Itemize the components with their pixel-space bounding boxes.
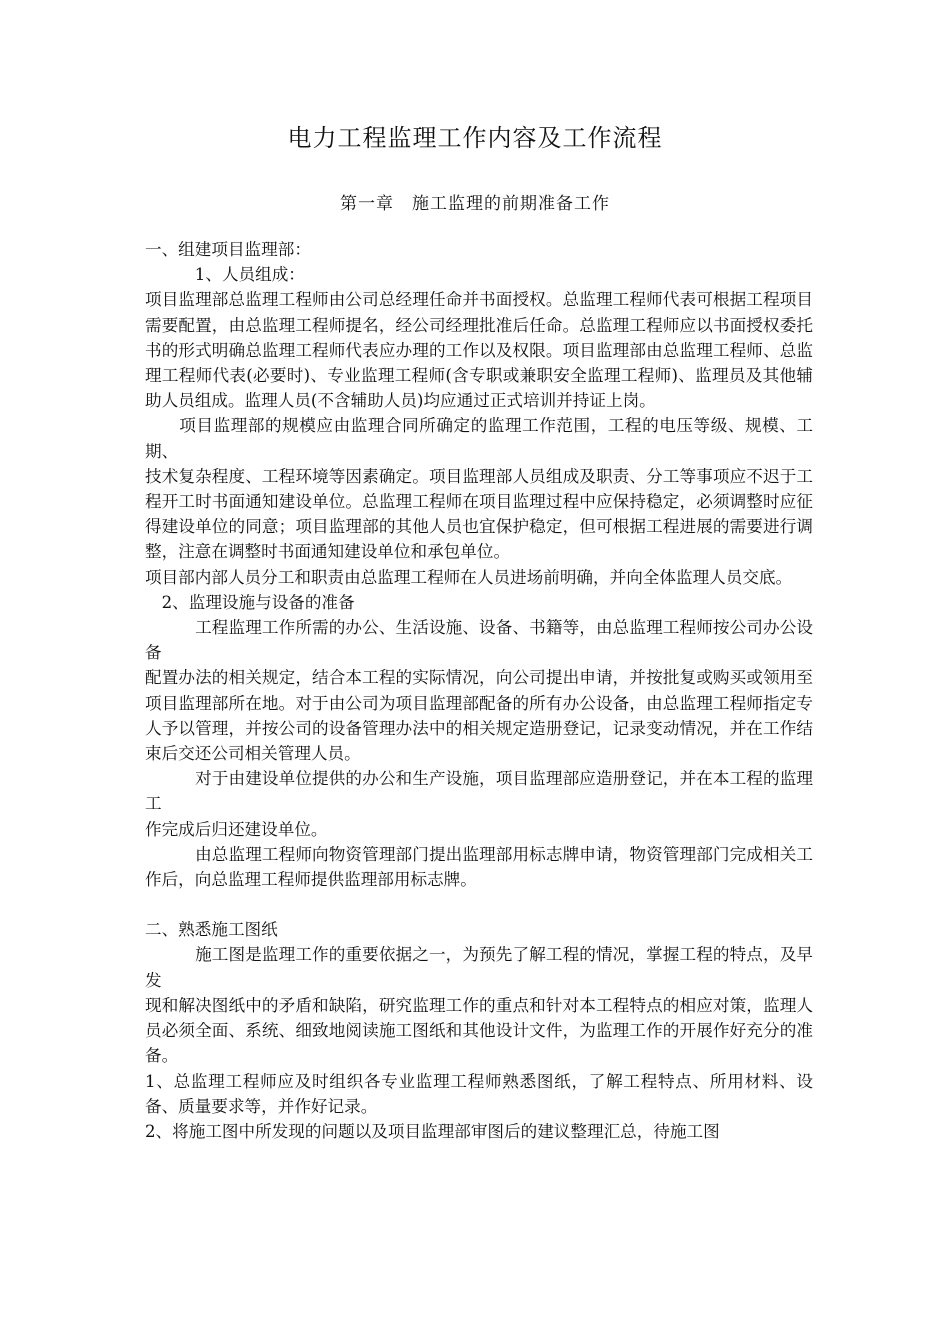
paragraph: 由总监理工程师向物资管理部门提出监理部用标志牌申请，物资管理部门完成相关工作后，向总监理工程师提供监理部用标志牌。 bbox=[145, 844, 813, 890]
paragraph: 作完成后归还建设单位。 bbox=[145, 819, 328, 839]
blank-line bbox=[145, 892, 813, 917]
document-title: 电力工程监理工作内容及工作流程 bbox=[287, 124, 663, 152]
subsection-heading: 1、人员组成： bbox=[145, 265, 305, 285]
list-item: 2、将施工图中所发现的问题以及项目监理部审图后的建议整理汇总，待施工图 bbox=[145, 1121, 720, 1141]
list-item: 1、总监理工程师应及时组织各专业监理工程师熟悉图纸，了解工程特点、所用材料、设备、质量要求等，并作好记录。 bbox=[145, 1071, 813, 1116]
paragraph: 现和解决图纸中的矛盾和缺陷，研究监理工作的重点和针对本工程特点的相应对策，监理人员必须全面、系统、细致地阅读施工图纸和其他设计文件，为监理工作的开展作好充分的准备。 bbox=[145, 995, 813, 1066]
document-body bbox=[145, 237, 813, 1144]
subsection-heading: 2、监理设施与设备的准备 bbox=[145, 592, 355, 612]
paragraph: 工程监理工作所需的办公、生活设施、设备、书籍等，由总监理工程师按公司办公设备 bbox=[145, 618, 813, 663]
paragraph: 项目部内部人员分工和职责由总监理工程师在人员进场前明确，并向全体监理人员交底。 bbox=[145, 567, 793, 587]
section-heading: 一、组建项目监理部： bbox=[145, 240, 311, 259]
section-heading: 二、熟悉施工图纸 bbox=[145, 920, 278, 940]
paragraph: 施工图是监理工作的重要依据之一，为预先了解工程的情况，掌握工程的特点，及早发 bbox=[145, 945, 813, 990]
paragraph: 对于由建设单位提供的办公和生产设施，项目监理部应造册登记，并在本工程的监理工 bbox=[145, 769, 813, 814]
paragraph: 项目监理部总监理工程师由公司总经理任命并书面授权。总监理工程师代表可根据工程项目需要配置，由总监理工程师提名，经公司经理批准后任命。总监理工程师应以书面授权委托书的形式明确总监理工程师代表应办理的工作以及权限。项目监理部由总监理工程师、总监理工程师代表(必要时)、专业监理工程师(含专职或兼职安全监理工程师)、监理员及其他辅助人员组成。监理人员(不含辅助人员)均应通过正式培训并持证上岗。 bbox=[145, 290, 813, 411]
chapter-heading: 第一章 施工监理的前期准备工作 bbox=[340, 194, 610, 214]
paragraph: 项目监理部的规模应由监理合同所确定的监理工作范围，工程的电压等级、规模、工期、 bbox=[145, 416, 813, 461]
paragraph: 技术复杂程度、工程环境等因素确定。项目监理部人员组成及职责、分工等事项应不迟于工程开工时书面通知建设单位。总监理工程师在项目监理过程中应保持稳定，必须调整时应征得建设单位的同意；项目监理部的其他人员也宜保护稳定，但可根据工程进展的需要进行调整，注意在调整时书面通知建设单位和承包单位。 bbox=[145, 466, 813, 562]
paragraph: 配置办法的相关规定，结合本工程的实际情况，向公司提出申请，并按批复或购买或领用至项目监理部所在地。对于由公司为项目监理部配备的所有办公设备，由总监理工程师指定专人予以管理，并按公司的设备管理办法中的相关规定造册登记，记录变动情况，并在工作结束后交还公司相关管理人员。 bbox=[145, 668, 813, 764]
